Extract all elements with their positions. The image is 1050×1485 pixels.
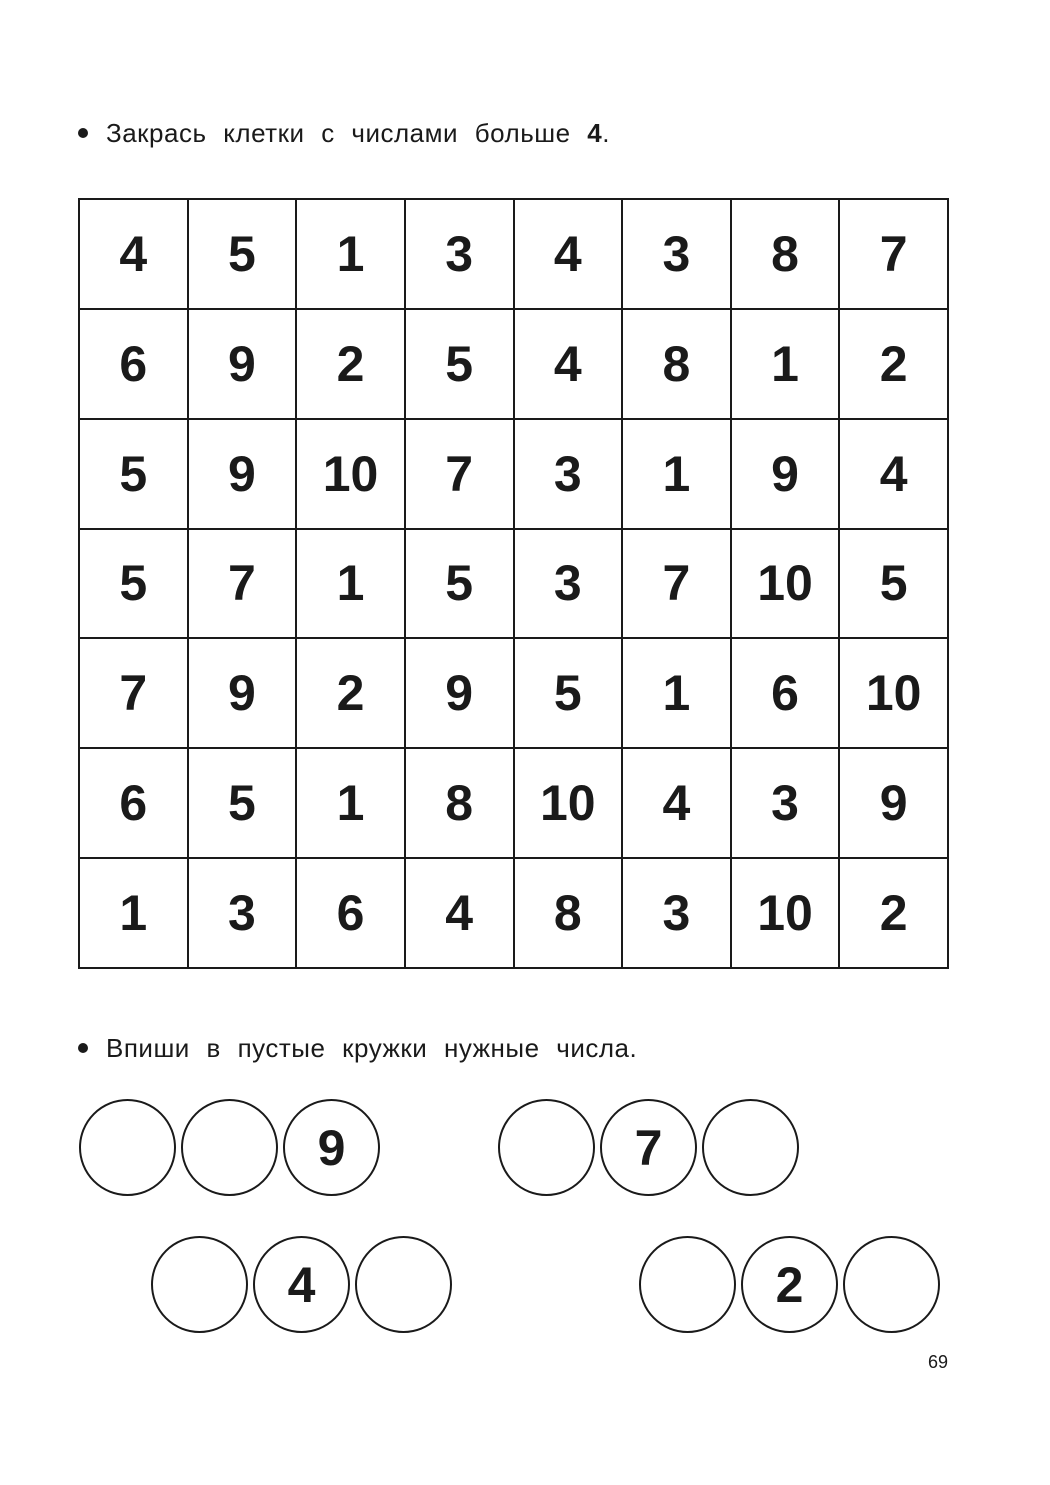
bullet-icon (78, 1043, 88, 1053)
grid-cell[interactable]: 7 (622, 529, 731, 639)
grid-cell[interactable]: 3 (405, 199, 514, 309)
grid-cell[interactable]: 8 (514, 858, 623, 968)
grid-cell[interactable]: 10 (296, 419, 405, 529)
grid-cell[interactable]: 1 (622, 419, 731, 529)
grid-cell[interactable]: 6 (79, 309, 188, 419)
grid-cell[interactable]: 10 (514, 748, 623, 858)
grid-cell[interactable]: 2 (839, 858, 948, 968)
grid-cell[interactable]: 3 (188, 858, 297, 968)
grid-cell[interactable]: 4 (622, 748, 731, 858)
grid-cell[interactable]: 8 (731, 199, 840, 309)
grid-cell[interactable]: 9 (405, 638, 514, 748)
task-2-instruction (78, 1033, 637, 1064)
grid-cell[interactable]: 9 (188, 309, 297, 419)
grid-cell[interactable]: 3 (514, 419, 623, 529)
number-grid (78, 198, 949, 969)
grid-cell[interactable]: 3 (622, 199, 731, 309)
grid-cell[interactable]: 9 (188, 419, 297, 529)
task-1-number: 4 (587, 118, 603, 148)
grid-cell[interactable]: 7 (188, 529, 297, 639)
empty-circle[interactable] (181, 1099, 278, 1196)
grid-row (79, 858, 948, 968)
grid-cell[interactable]: 10 (731, 858, 840, 968)
grid-row (79, 529, 948, 639)
grid-cell[interactable]: 1 (622, 638, 731, 748)
task-1-punct: . (602, 118, 610, 148)
grid-cell[interactable]: 1 (79, 858, 188, 968)
number-circle: 4 (253, 1236, 350, 1333)
grid-cell[interactable]: 4 (514, 309, 623, 419)
grid-cell[interactable]: 1 (296, 529, 405, 639)
grid-cell[interactable]: 10 (839, 638, 948, 748)
grid-cell[interactable]: 7 (839, 199, 948, 309)
grid-cell[interactable]: 6 (731, 638, 840, 748)
grid-cell[interactable]: 9 (731, 419, 840, 529)
grid-cell[interactable]: 6 (79, 748, 188, 858)
empty-circle[interactable] (355, 1236, 452, 1333)
grid-row (79, 419, 948, 529)
grid-cell[interactable]: 8 (622, 309, 731, 419)
task-1-instruction (78, 118, 610, 149)
grid-cell[interactable]: 4 (514, 199, 623, 309)
grid-cell[interactable]: 4 (405, 858, 514, 968)
grid-cell[interactable]: 7 (405, 419, 514, 529)
empty-circle[interactable] (151, 1236, 248, 1333)
task-1-text: Закрась клетки с числами больше (106, 118, 571, 148)
number-circle: 7 (600, 1099, 697, 1196)
grid-cell[interactable]: 5 (405, 529, 514, 639)
grid-cell[interactable]: 1 (731, 309, 840, 419)
grid-cell[interactable]: 10 (731, 529, 840, 639)
bullet-icon (78, 128, 88, 138)
grid-row (79, 638, 948, 748)
empty-circle[interactable] (79, 1099, 176, 1196)
grid-cell[interactable]: 1 (296, 748, 405, 858)
grid-row (79, 309, 948, 419)
grid-cell[interactable]: 5 (405, 309, 514, 419)
grid-cell[interactable]: 5 (79, 419, 188, 529)
grid-cell[interactable]: 2 (296, 638, 405, 748)
grid-cell[interactable]: 6 (296, 858, 405, 968)
grid-row (79, 748, 948, 858)
grid-cell[interactable]: 4 (79, 199, 188, 309)
grid-cell[interactable]: 1 (296, 199, 405, 309)
grid-row (79, 199, 948, 309)
grid-cell[interactable]: 5 (839, 529, 948, 639)
empty-circle[interactable] (639, 1236, 736, 1333)
grid-cell[interactable]: 3 (731, 748, 840, 858)
grid-cell[interactable]: 9 (188, 638, 297, 748)
task-2-text: Впиши в пустые кружки нужные числа. (106, 1033, 638, 1063)
grid-cell[interactable]: 5 (188, 748, 297, 858)
grid-cell[interactable]: 2 (839, 309, 948, 419)
empty-circle[interactable] (843, 1236, 940, 1333)
grid-cell[interactable]: 3 (514, 529, 623, 639)
grid-cell[interactable]: 8 (405, 748, 514, 858)
grid-cell[interactable]: 5 (514, 638, 623, 748)
grid-cell[interactable]: 5 (79, 529, 188, 639)
empty-circle[interactable] (498, 1099, 595, 1196)
grid-cell[interactable]: 3 (622, 858, 731, 968)
grid-cell[interactable]: 9 (839, 748, 948, 858)
number-circle: 9 (283, 1099, 380, 1196)
empty-circle[interactable] (702, 1099, 799, 1196)
number-circle: 2 (741, 1236, 838, 1333)
page-number: 69 (928, 1352, 949, 1372)
grid-cell[interactable]: 7 (79, 638, 188, 748)
grid-cell[interactable]: 5 (188, 199, 297, 309)
grid-cell[interactable]: 2 (296, 309, 405, 419)
grid-cell[interactable]: 4 (839, 419, 948, 529)
